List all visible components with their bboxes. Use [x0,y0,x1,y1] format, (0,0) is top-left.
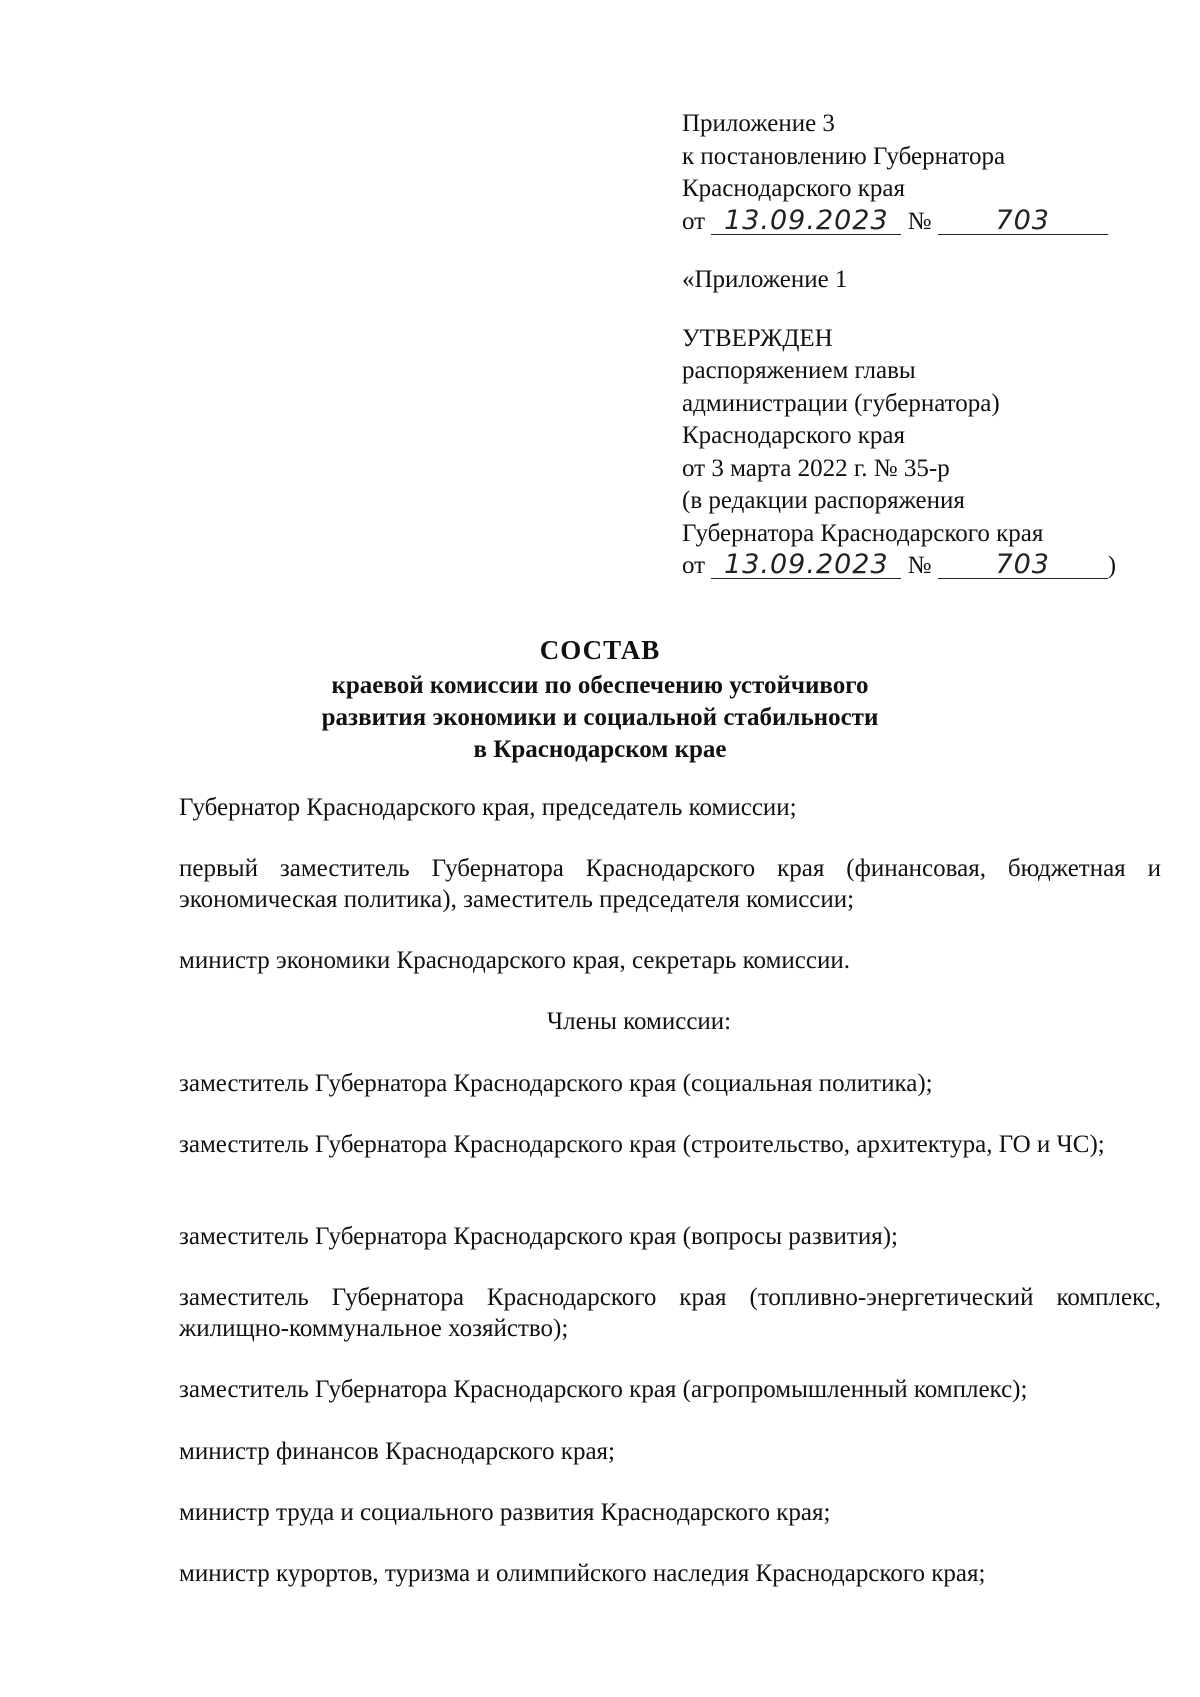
handwritten-date: 13.09.2023 [711,208,901,235]
from-label: от [682,207,706,235]
approval-line: Краснодарского края [682,422,905,449]
handwritten-date: 13.09.2023 [711,552,901,579]
approval-block [682,264,1152,583]
member-item: заместитель Губернатора Краснодарского края (агропромышленный комплекс); [179,1376,1028,1403]
approval-date-line [682,550,1152,583]
subtitle-line-2: развития экономики и социальной стабильности [321,704,879,731]
number-label: № [907,552,932,579]
member-item: министр курортов, туризма и олимпийского наследия Краснодарского края; [179,1560,986,1587]
approved-label: УТВЕРЖДЕН [682,324,833,352]
annex-header [682,108,1132,238]
subtitle-line-1: краевой комиссии по обеспечению устойчивого [331,672,869,699]
approval-line: (в редакции распоряжения [682,487,965,514]
member-first-deputy: первый заместитель Губернатора Краснодарского края (финансовая, бюджетная и экономическая политика), заместитель председателя комиссии; [179,855,1161,913]
annex-1-label: «Приложение 1 [682,266,848,293]
approval-line: Губернатора Краснодарского края [682,519,1044,547]
closing-paren: ) [1107,552,1117,579]
handwritten-number: 703 [938,208,1108,235]
document-subtitle [0,670,1200,766]
member-item: заместитель Губернатора Краснодарского края (вопросы развития); [179,1223,899,1250]
approval-line: распоряжением главы [682,357,916,384]
member-item: министр финансов Краснодарского края; [179,1438,615,1465]
subtitle-line-3: в Краснодарском крае [473,736,727,763]
annex-line-2: к постановлению Губернатора [682,142,1006,170]
member-item: заместитель Губернатора Краснодарского края (топливно-энергетический комплекс, жилищно-коммунальное хозяйство); [179,1284,1161,1342]
member-secretary: министр экономики Краснодарского края, секретарь комиссии. [179,947,850,974]
handwritten-number: 703 [938,552,1108,579]
member-item: министр труда и социального развития Краснодарского края; [179,1499,831,1526]
annex-line-3: Краснодарского края [682,175,905,202]
document-title: СОСТАВ [539,635,661,665]
approval-line: администрации (губернатора) [682,389,1000,417]
annex-title: Приложение 3 [682,110,835,137]
member-item: заместитель Губернатора Краснодарского края (строительство, архитектура, ГО и ЧС); [179,1131,1105,1158]
number-label: № [907,207,932,235]
from-label: от [682,552,706,579]
members-heading: Члены комиссии: [546,1008,732,1035]
annex-date-line [682,206,1132,239]
member-chairman: Губернатор Краснодарского края, председатель комиссии; [179,794,797,821]
member-item: заместитель Губернатора Краснодарского края (социальная политика); [179,1070,933,1097]
approval-line: от 3 марта 2022 г. № 35-р [682,454,950,482]
